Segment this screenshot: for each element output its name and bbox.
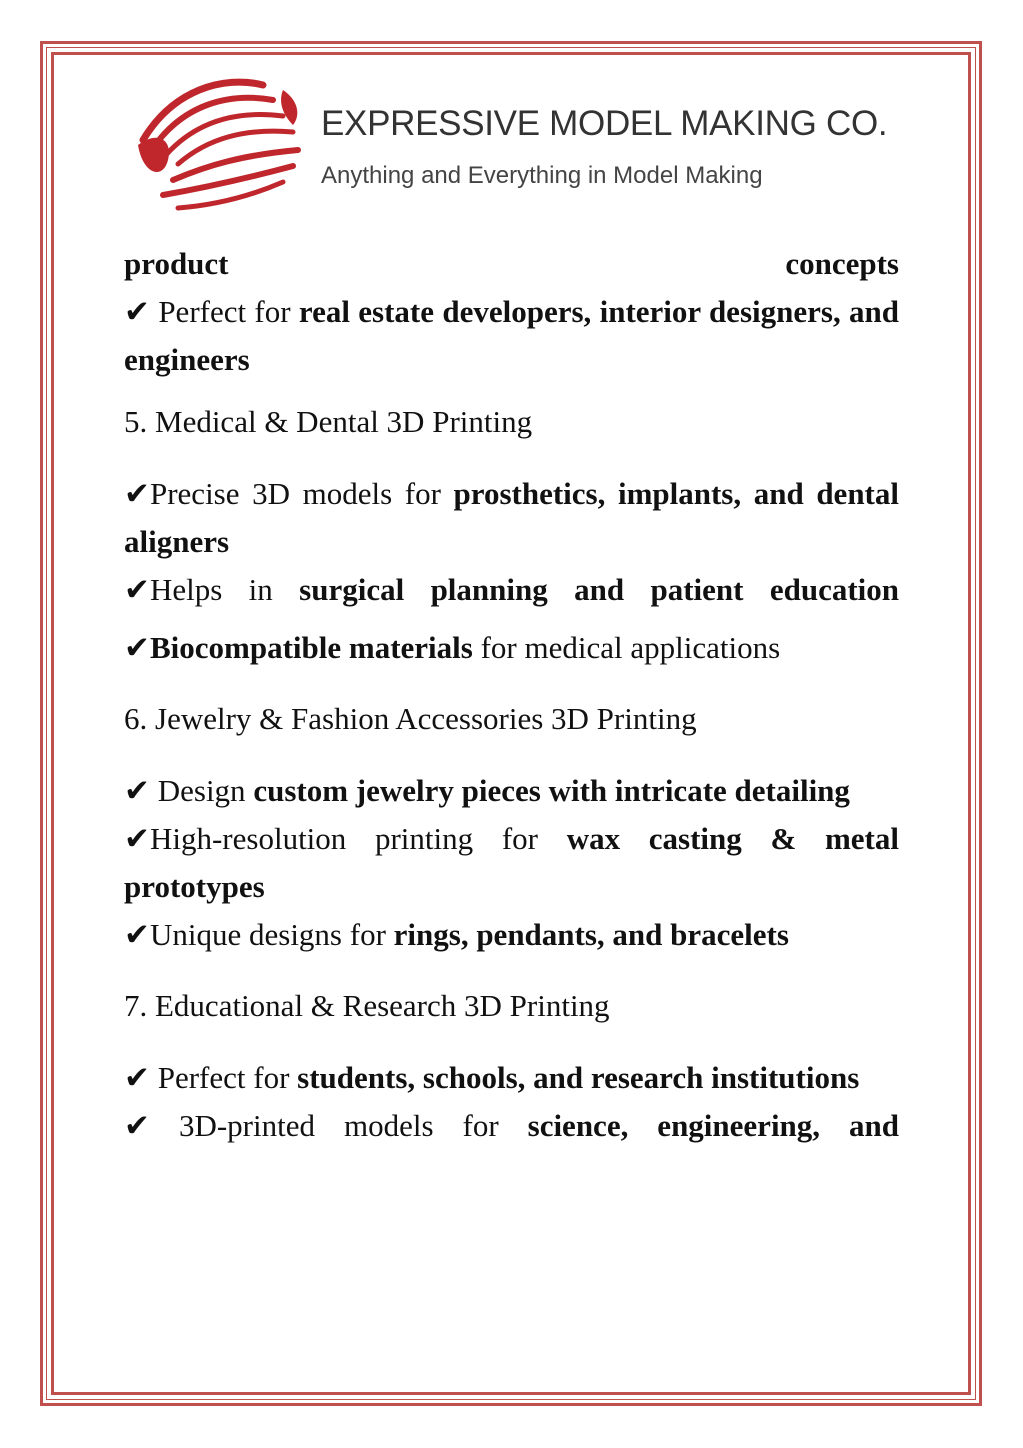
bullet-students: ✔ Perfect for students, schools, and research institutions [124, 1060, 860, 1095]
check-icon: ✔ [124, 630, 150, 665]
check-icon: ✔ [124, 572, 150, 607]
company-tagline: Anything and Everything in Model Making [321, 162, 763, 189]
section-heading-educational: 7. Educational & Research 3D Printing [124, 988, 610, 1023]
bullet-prosthetics: ✔Precise 3D models for prosthetics, implants, and dental aligners [124, 476, 899, 559]
paragraph-product-concepts: product concepts [124, 246, 899, 281]
check-icon: ✔ [124, 773, 150, 808]
check-icon: ✔ [124, 476, 150, 511]
check-icon: ✔ [124, 917, 150, 952]
section-heading-jewelry: 6. Jewelry & Fashion Accessories 3D Printing [124, 701, 697, 736]
bullet-3d-printed-models: ✔ 3D-printed models for science, engineering, and [124, 1108, 900, 1143]
bullet-surgical: ✔Helps in surgical planning and patient education [124, 572, 899, 607]
check-icon: ✔ [124, 1060, 150, 1095]
company-name: EXPRESSIVE MODEL MAKING CO. [321, 104, 888, 143]
bullet-custom-jewelry: ✔ Design custom jewelry pieces with intricate detailing [124, 773, 850, 808]
section-heading-medical: 5. Medical & Dental 3D Printing [124, 404, 533, 439]
document-body [124, 240, 899, 1150]
bullet-unique-designs: ✔Unique designs for rings, pendants, and bracelets [124, 917, 789, 952]
bullet-real-estate: ✔ Perfect for real estate developers, interior designers, and engineers [124, 294, 899, 377]
check-icon: ✔ [124, 294, 150, 329]
bullet-wax-casting: ✔High-resolution printing for wax casting & metal prototypes [124, 821, 899, 904]
check-icon: ✔ [124, 821, 150, 856]
bullet-biocompatible: ✔Biocompatible materials for medical applications [124, 630, 781, 665]
check-icon: ✔ [124, 1108, 150, 1143]
wave-logo-icon [133, 70, 303, 215]
letterhead [133, 70, 913, 220]
